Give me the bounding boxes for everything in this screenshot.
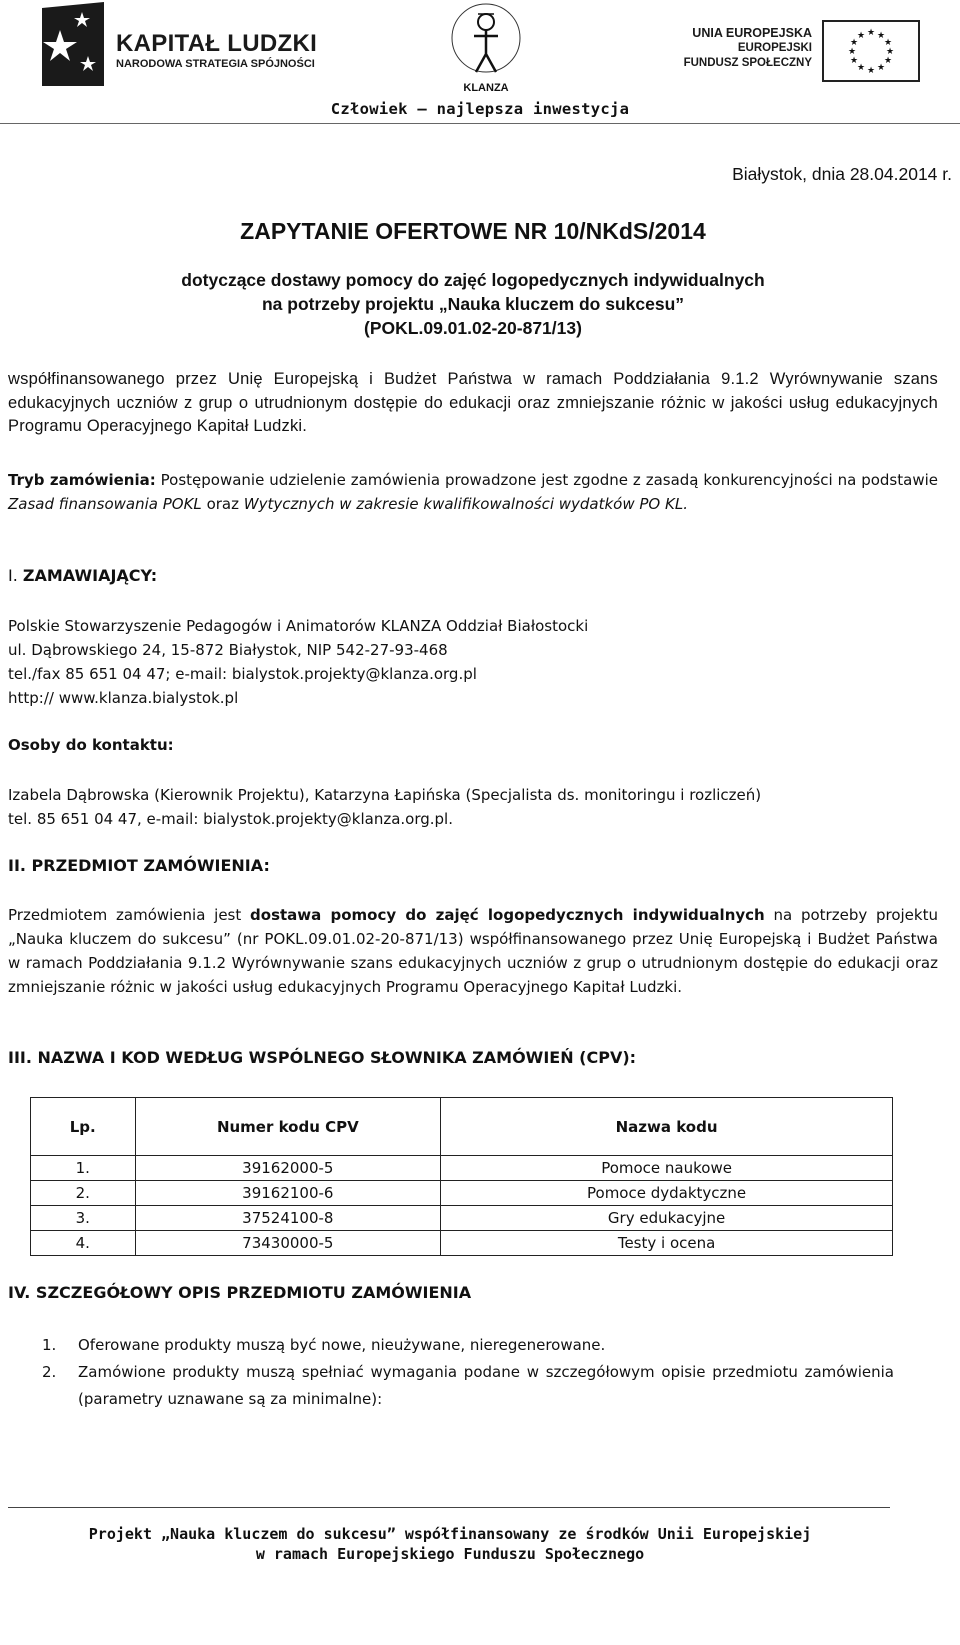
document-subtitle xyxy=(0,268,946,340)
svg-text:★: ★ xyxy=(847,47,857,57)
procurement-mode-italic-2: Wytycznych w zakresie kwalifikowalności wydatków PO KL. xyxy=(243,494,688,513)
eu-line-1: UNIA EUROPEJSKA xyxy=(692,26,812,40)
svg-text:★: ★ xyxy=(856,63,866,73)
contacts-block xyxy=(8,783,761,831)
table-cell: 4. xyxy=(31,1231,136,1256)
address-line: Polskie Stowarzyszenie Pedagogów i Animatorów KLANZA Oddział Białostocki xyxy=(8,617,589,635)
details-list xyxy=(42,1332,894,1413)
cofinancing-paragraph: współfinansowanego przez Unię Europejską i Budżet Państwa w ramach Poddziałania 9.1.2 Wyrównywanie szans edukacyjnych uczniów z grup o utrudnionym dostępie do edukacji oraz zmniejszanie różnic w jakości usług edukacyjnych Programu Operacyjnego Kapitał Ludzki. xyxy=(8,370,938,435)
header-tagline: Człowiek – najlepsza inwestycja xyxy=(330,100,630,118)
section-1-number: I. xyxy=(8,566,23,585)
footer-line-2: w ramach Europejskiego Funduszu Społecznego xyxy=(255,1545,645,1563)
column-header: Lp. xyxy=(31,1098,136,1156)
column-header: Nazwa kodu xyxy=(441,1098,893,1156)
document-date: Białystok, dnia 28.04.2014 r. xyxy=(732,164,952,184)
table-cell: 37524100-8 xyxy=(135,1206,441,1231)
table-row xyxy=(31,1231,893,1256)
address-line: ul. Dąbrowskiego 24, 15-872 Białystok, NIP 542-27-93-468 xyxy=(8,641,448,659)
procurement-mode-label: Tryb zamówienia: xyxy=(8,471,156,489)
subtitle-line-3: (POKL.09.01.02-20-871/13) xyxy=(364,318,582,338)
contracting-authority-address xyxy=(8,614,588,710)
list-item-number: 2. xyxy=(42,1363,57,1381)
subtitle-line-1: dotyczące dostawy pomocy do zajęć logopedycznych indywidualnych xyxy=(181,270,765,290)
footer-divider xyxy=(8,1507,890,1508)
subject-text-2: na potrzeby projektu „Nauka kluczem do sukcesu” (nr POKL.09.01.02-20-871/13) współfinansowanego przez Unię Europejską i Budżet Państwa w ramach Poddziałania 9.1.2 Wyrównywanie szans edukacyjnych uczniów z grup o utrudnionym dostępie do edukacji oraz zmniejszanie różnic w jakości usług edukacyjnych Programu Operacyjnego Kapitał Ludzki. xyxy=(8,906,938,996)
table-cell: 3. xyxy=(31,1206,136,1231)
section-1-heading xyxy=(8,566,157,585)
svg-text:★: ★ xyxy=(883,56,893,66)
klanza-figure-icon xyxy=(436,2,536,82)
table-cell: Gry edukacyjne xyxy=(441,1206,893,1231)
svg-text:★: ★ xyxy=(866,66,876,76)
section-1-title: ZAMAWIAJĄCY: xyxy=(22,566,158,585)
eu-text xyxy=(682,26,812,71)
subtitle-line-2: na potrzeby projektu „Nauka kluczem do sukcesu” xyxy=(261,294,685,314)
procurement-mode-italic-1: Zasad finansowania POKL xyxy=(8,494,202,513)
eu-line-3: FUNDUSZ SPOŁECZNY xyxy=(683,57,812,69)
table-cell: 1. xyxy=(31,1156,136,1181)
table-cell: Pomoce dydaktyczne xyxy=(441,1181,893,1206)
eu-flag-icon xyxy=(822,20,920,82)
list-item xyxy=(42,1359,894,1413)
list-item xyxy=(42,1332,894,1359)
list-item-number: 1. xyxy=(42,1336,57,1354)
contact-line: Izabela Dąbrowska (Kierownik Projektu), Katarzyna Łapińska (Specjalista ds. monitoringu i rozliczeń) xyxy=(8,786,762,804)
eu-line-2: EUROPEJSKI xyxy=(737,42,812,54)
list-item-text: Oferowane produkty muszą być nowe, nieużywane, nieregenerowane. xyxy=(78,1336,606,1354)
kapital-ludzki-star-icon xyxy=(38,2,108,88)
procurement-mode-text-1: Postępowanie udzielenie zamówienia prowadzone jest zgodne z zasadą konkurencyjności na podstawie xyxy=(155,471,938,489)
svg-text:★: ★ xyxy=(876,63,886,73)
contact-line: tel. 85 651 04 47, e-mail: bialystok.projekty@klanza.org.pl. xyxy=(8,810,453,828)
table-row xyxy=(31,1156,893,1181)
table-row xyxy=(31,1181,893,1206)
subject-paragraph xyxy=(8,903,938,999)
cpv-table xyxy=(30,1097,893,1256)
klanza-label: KLANZA xyxy=(463,82,509,94)
table-header-row xyxy=(31,1098,893,1156)
subject-text-bold: dostawa pomocy do zajęć logopedycznych indywidualnych xyxy=(250,906,765,924)
subject-text-1: Przedmiotem zamówienia jest xyxy=(8,906,251,924)
table-cell: 2. xyxy=(31,1181,136,1206)
svg-text:★: ★ xyxy=(866,28,876,38)
document-title: ZAPYTANIE OFERTOWE NR 10/NKdS/2014 xyxy=(240,218,706,244)
table-cell: 39162100-6 xyxy=(135,1181,441,1206)
eu-logo xyxy=(682,20,922,84)
footer xyxy=(0,1524,900,1564)
klanza-logo xyxy=(436,2,536,92)
header-divider xyxy=(0,123,960,124)
contacts-heading: Osoby do kontaktu: xyxy=(8,736,174,754)
section-4-heading: IV. SZCZEGÓŁOWY OPIS PRZEDMIOTU ZAMÓWIENIA xyxy=(8,1283,472,1302)
column-header: Numer kodu CPV xyxy=(135,1098,441,1156)
address-line: http:// www.klanza.bialystok.pl xyxy=(8,689,239,707)
kapital-ludzki-logo xyxy=(38,2,318,88)
svg-text:★: ★ xyxy=(849,56,859,66)
procurement-mode-paragraph xyxy=(8,469,938,516)
procurement-mode-text-2: oraz xyxy=(201,494,244,513)
kapital-ludzki-title: KAPITAŁ LUDZKI xyxy=(116,30,318,57)
list-item-text: Zamówione produkty muszą spełniać wymagania podane w szczegółowym opisie przedmiotu zamówienia (parametry uznawane są za minimalne): xyxy=(78,1363,894,1408)
footer-line-1: Projekt „Nauka kluczem do sukcesu” współfinansowany ze środków Unii Europejskiej xyxy=(88,1525,812,1543)
svg-text:★: ★ xyxy=(876,31,886,41)
section-2-heading: II. PRZEDMIOT ZAMÓWIENIA: xyxy=(8,856,270,875)
svg-text:★: ★ xyxy=(856,31,866,41)
address-line: tel./fax 85 651 04 47; e-mail: bialystok.projekty@klanza.org.pl xyxy=(8,665,477,683)
svg-text:★: ★ xyxy=(883,38,893,48)
svg-text:★: ★ xyxy=(849,38,859,48)
table-cell: 73430000-5 xyxy=(135,1231,441,1256)
table-cell: 39162000-5 xyxy=(135,1156,441,1181)
table-cell: Pomoce naukowe xyxy=(441,1156,893,1181)
table-cell: Testy i ocena xyxy=(441,1231,893,1256)
kapital-ludzki-subtitle: NARODOWA STRATEGIA SPÓJNOŚCI xyxy=(116,58,315,70)
section-3-heading: III. NAZWA I KOD WEDŁUG WSPÓLNEGO SŁOWNIKA ZAMÓWIEŃ (CPV): xyxy=(8,1048,637,1067)
table-row xyxy=(31,1206,893,1231)
svg-text:★: ★ xyxy=(885,47,895,57)
